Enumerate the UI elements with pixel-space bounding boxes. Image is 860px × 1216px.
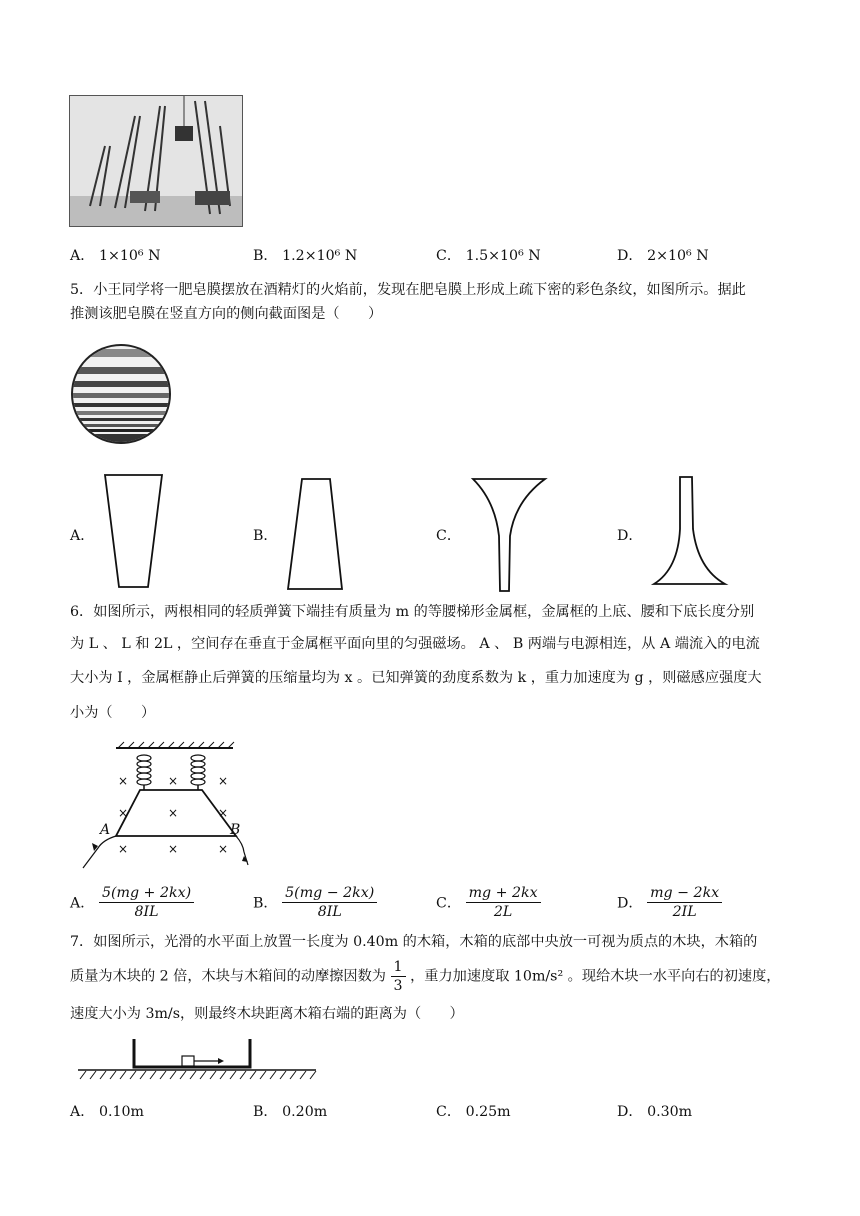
- b-field-cross: ×: [168, 806, 179, 820]
- point-a-label: A: [100, 822, 111, 838]
- q6-text-line4: 小为（ ）: [70, 705, 156, 721]
- option-value: 2×10⁶ N: [647, 248, 709, 264]
- point-b-label: B: [230, 822, 241, 838]
- q7-text-line3: 速度大小为 3m/s，则最终木块距离木箱右端的距离为（ ）: [70, 1006, 464, 1022]
- q7-text-part2: ，重力加速度取 10m/s² 。现给木块一水平向右的初速度，: [410, 968, 781, 985]
- q7-option-c[interactable]: [436, 1101, 511, 1121]
- q7-text-line2: [70, 958, 780, 995]
- q5-shape-b[interactable]: [283, 476, 353, 592]
- q6-text-line2: 为 L 、 L 和 2L ，空间存在垂直于金属框平面向里的匀强磁场。 A 、 B 两端与电源相连，从 A 端流入的电流: [70, 636, 760, 652]
- q4-option-d[interactable]: [617, 245, 709, 265]
- option-letter: C．: [436, 1104, 462, 1120]
- q7-option-a[interactable]: [70, 1101, 144, 1121]
- q6-option-b[interactable]: [253, 884, 377, 921]
- option-letter: A．: [70, 1104, 95, 1120]
- crane-photo: [69, 95, 243, 227]
- option-fraction: $\frac{5(mg + 2kx)}{8IL}$: [99, 884, 194, 921]
- q6-text-line3: 大小为 I ，金属框静止后弹簧的压缩量均为 x 。已知弹簧的劲度系数为 k ，重力加速度为 g ，则磁感应强度大: [70, 670, 762, 686]
- q5-label-a[interactable]: A．: [70, 528, 95, 544]
- b-field-cross: ×: [168, 774, 179, 788]
- option-letter: A．: [70, 895, 95, 912]
- option-letter: B．: [253, 248, 278, 264]
- q4-option-a[interactable]: [70, 245, 161, 265]
- trapezoid-frame-diagram: [78, 740, 253, 870]
- q6-option-a[interactable]: [70, 884, 194, 921]
- q5-label-b[interactable]: B．: [253, 528, 278, 544]
- b-field-cross: ×: [118, 842, 129, 856]
- q5-text-line1: 5．小王同学将一肥皂膜摆放在酒精灯的火焰前，发现在肥皂膜上形成上疏下密的彩色条纹，如图所示。据此: [70, 282, 746, 298]
- q7-option-d[interactable]: [617, 1101, 692, 1121]
- q5-shape-c[interactable]: [470, 476, 550, 594]
- mu-fraction: $\frac{1}{3}$: [391, 958, 406, 995]
- b-field-cross: ×: [218, 842, 229, 856]
- q7-option-b[interactable]: [253, 1101, 327, 1121]
- option-fraction: $\frac{5(mg - 2kx)}{8IL}$: [282, 884, 377, 921]
- q5-text-line2: 推测该肥皂膜在竖直方向的侧向截面图是（ ）: [70, 306, 383, 322]
- b-field-cross: ×: [118, 806, 129, 820]
- option-value: 1.2×10⁶ N: [282, 248, 358, 264]
- option-letter: A．: [70, 248, 95, 264]
- option-value: 0.20m: [282, 1104, 328, 1120]
- q7-text-line1: 7．如图所示，光滑的水平面上放置一长度为 0.40m 的木箱，木箱的底部中央放一可视为质点的木块，木箱的: [70, 934, 758, 950]
- q4-option-c[interactable]: [436, 245, 541, 265]
- option-letter: D．: [617, 248, 643, 264]
- option-value: 0.25m: [465, 1104, 511, 1120]
- q5-label-d[interactable]: D．: [617, 528, 643, 544]
- q6-option-d[interactable]: [617, 884, 722, 921]
- option-value: 0.10m: [98, 1104, 144, 1120]
- option-letter: C．: [436, 248, 462, 264]
- option-fraction: $\frac{mg - 2kx}{2IL}$: [647, 884, 722, 921]
- b-field-cross: ×: [218, 774, 229, 788]
- option-letter: B．: [253, 895, 278, 912]
- q7-text-part1: 质量为木块的 2 倍，木块与木箱间的动摩擦因数为: [70, 968, 386, 985]
- option-value: 1×10⁶ N: [98, 248, 161, 264]
- q4-option-b[interactable]: [253, 245, 357, 265]
- q6-text-line1: 6．如图所示，两根相同的轻质弹簧下端挂有质量为 m 的等腰梯形金属框，金属框的上底、腰和下底长度分别: [70, 604, 755, 620]
- option-fraction: $\frac{mg + 2kx}{2L}$: [466, 884, 541, 921]
- option-value: 0.30m: [647, 1104, 693, 1120]
- q6-option-c[interactable]: [436, 884, 541, 921]
- option-letter: D．: [617, 1104, 643, 1120]
- q5-shape-a[interactable]: [100, 472, 170, 592]
- option-letter: C．: [436, 895, 462, 912]
- q5-shape-d[interactable]: [650, 474, 730, 588]
- q5-label-c[interactable]: C．: [436, 528, 462, 544]
- b-field-cross: ×: [118, 774, 129, 788]
- option-letter: B．: [253, 1104, 278, 1120]
- wooden-box-diagram: [78, 1037, 318, 1082]
- option-value: 1.5×10⁶ N: [465, 248, 541, 264]
- soap-film-image: [70, 343, 172, 445]
- b-field-cross: ×: [218, 806, 229, 820]
- b-field-cross: ×: [168, 842, 179, 856]
- option-letter: D．: [617, 895, 643, 912]
